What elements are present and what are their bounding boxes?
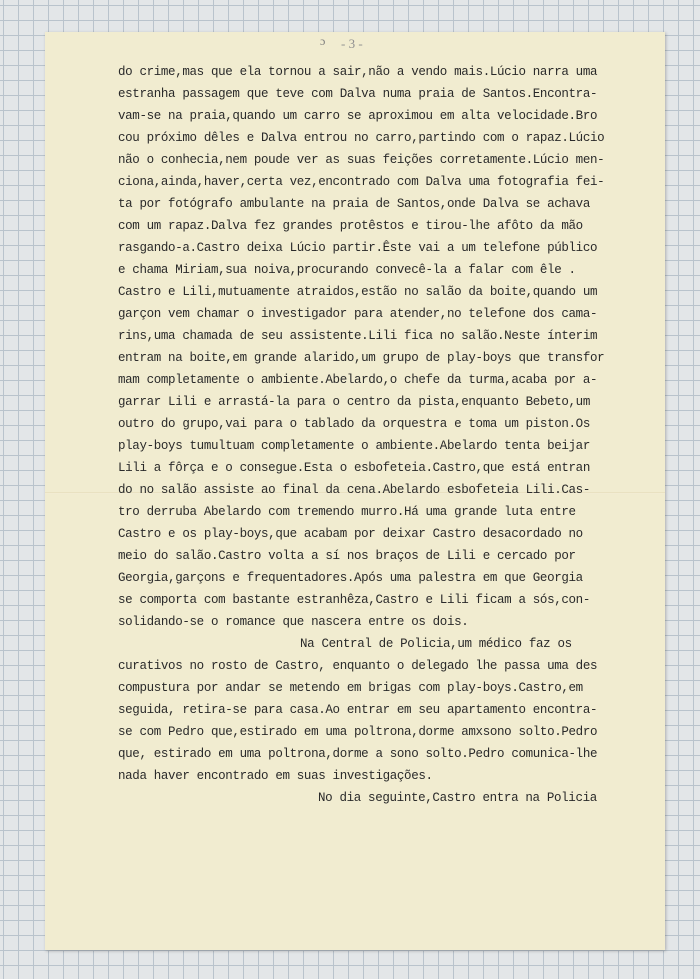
text-line: se comporta com bastante estranhêza,Castro e Lili ficam a sós,con-: [118, 593, 590, 607]
text-line: estranha passagem que teve com Dalva numa praia de Santos.Encontra-: [118, 87, 598, 101]
text-line: Castro e os play-boys,que acabam por deixar Castro desacordado no: [118, 527, 583, 541]
text-line: No dia seguinte,Castro entra na Policia: [318, 791, 597, 805]
text-line: Georgia,garçons e frequentadores.Após uma palestra em que Georgia: [118, 571, 583, 585]
text-line: Castro e Lili,mutuamente atraidos,estão no salão da boite,quando um: [118, 285, 598, 299]
text-line: entram na boite,em grande alarido,um grupo de play-boys que transfor: [118, 351, 605, 365]
text-line: seguida, retira-se para casa.Ao entrar em seu apartamento encontra-: [118, 703, 598, 717]
text-line: do crime,mas que ela tornou a sair,não a vendo mais.Lúcio narra uma: [118, 65, 598, 79]
text-line: Lili a fôrça e o consegue.Esta o esbofeteia.Castro,que está entran: [118, 461, 590, 475]
text-line: outro do grupo,vai para o tablado da orquestra e toma um piston.Os: [118, 417, 590, 431]
text-line: tro derruba Abelardo com tremendo murro.Há uma grande luta entre: [118, 505, 576, 519]
text-line: com um rapaz.Dalva fez grandes protêstos e tirou-lhe afôto da mão: [118, 219, 583, 233]
text-line: que, estirado em uma poltrona,dorme a sono solto.Pedro comunica-lhe: [118, 747, 598, 761]
page-number: - 3 -: [341, 36, 363, 51]
text-line: do no salão assiste ao final da cena.Abelardo esbofeteia Lili.Cas-: [118, 483, 590, 497]
text-line: não o conhecia,nem poude ver as suas feições corretamente.Lúcio men-: [118, 153, 605, 167]
text-line: solidando-se o romance que nascera entre os dois.: [118, 615, 469, 629]
text-line: compustura por andar se metendo em brigas com play-boys.Castro,em: [118, 681, 583, 695]
text-line: meio do salão.Castro volta a sí nos braços de Lili e cercado por: [118, 549, 576, 563]
text-line: e chama Miriam,sua noiva,procurando convecê-la a falar com êle .: [118, 263, 576, 277]
pencil-mark: ɔ: [320, 34, 326, 48]
text-line: cou próximo dêles e Dalva entrou no carro,partindo com o rapaz.Lúcio: [118, 131, 605, 145]
text-line: rins,uma chamada de seu assistente.Lili fica no salão.Neste ínterim: [118, 329, 598, 343]
text-line: nada haver encontrado em suas investigações.: [118, 769, 433, 783]
text-line: play-boys tumultuam completamente o ambiente.Abelardo tenta beijar: [118, 439, 590, 453]
text-line: vam-se na praia,quando um carro se aproximou em alta velocidade.Bro: [118, 109, 598, 123]
text-line: Na Central de Policia,um médico faz os: [300, 637, 572, 651]
text-line: se com Pedro que,estirado em uma poltrona,dorme amxsono solto.Pedro: [118, 725, 598, 739]
text-line: garçon vem chamar o investigador para atender,no telefone dos cama-: [118, 307, 598, 321]
text-line: ta por fotógrafo ambulante na praia de Santos,onde Dalva se achava: [118, 197, 590, 211]
text-line: mam completamente o ambiente.Abelardo,o chefe da turma,acaba por a-: [118, 373, 598, 387]
text-line: ciona,ainda,haver,certa vez,encontrado com Dalva uma fotografia fei-: [118, 175, 605, 189]
text-line: garrar Lili e arrastá-la para o centro da pista,enquanto Bebeto,um: [118, 395, 590, 409]
text-line: curativos no rosto de Castro, enquanto o delegado lhe passa uma des: [118, 659, 598, 673]
text-line: rasgando-a.Castro deixa Lúcio partir.Êste vai a um telefone público: [118, 241, 598, 255]
